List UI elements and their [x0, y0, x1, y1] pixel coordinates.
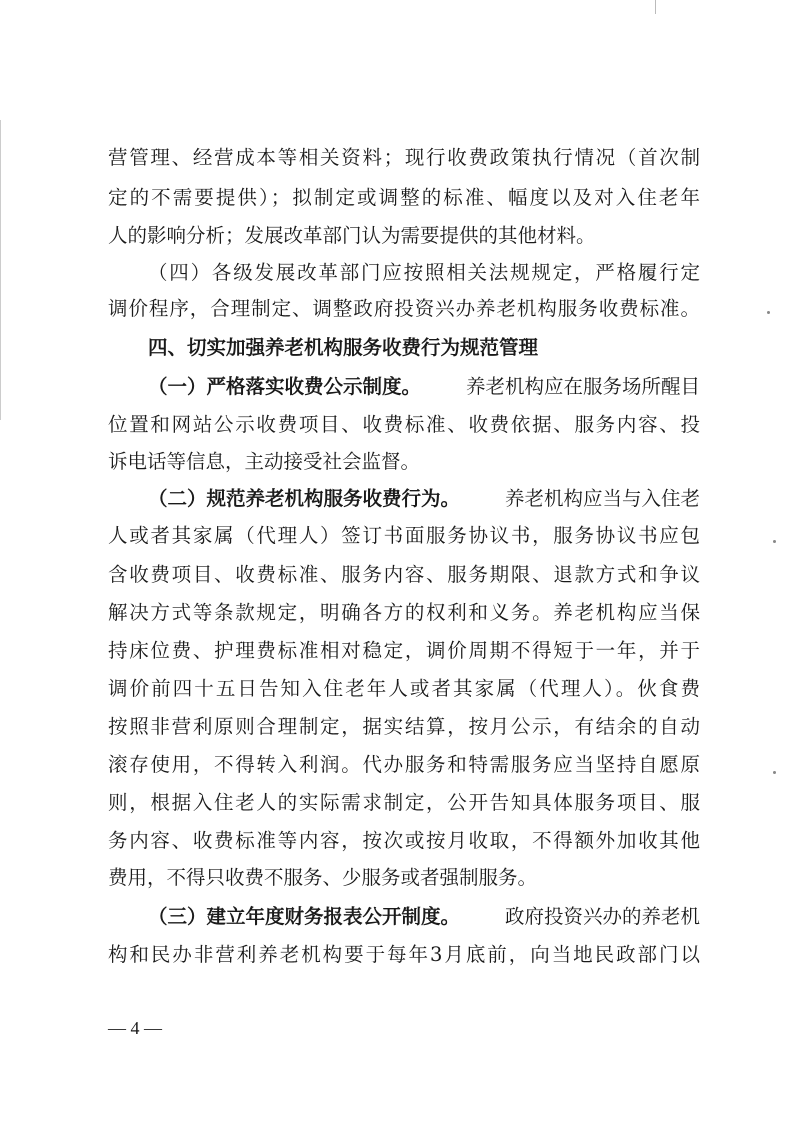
scan-dot: [767, 311, 770, 314]
body-line-3: 人的影响分析；发展改革部门认为需要提供的其他材料。: [108, 224, 596, 247]
body-line-19: 务内容、收费标准等内容，按次或按月收取，不得额外加收其他: [108, 829, 700, 852]
page-number: — 4 —: [108, 1018, 162, 1038]
body-line-16: 按照非营利原则合理制定，据实结算，按月公示，有结余的自动: [108, 715, 700, 738]
body-line-7: [148, 375, 700, 399]
body-line-11: 人或者其家属（代理人）签订书面服务协议书，服务协议书应包: [108, 524, 700, 547]
body-line-15: 调价前四十五日告知入住老年人或者其家属（代理人）。伙食费: [108, 677, 700, 700]
body-line-21-rest: 政府投资兴办的养老机: [504, 905, 700, 928]
body-line-17: 滚存使用，不得转入利润。代办服务和特需服务应当坚持自愿原: [108, 753, 700, 776]
scan-edge: [0, 120, 1, 420]
body-line-12: 含收费项目、收费标准、服务内容、服务期限、退款方式和争议: [108, 563, 700, 586]
subheading-1: （一）严格落实收费公示制度。: [148, 375, 422, 398]
scan-mark: [655, 0, 656, 14]
body-line-9: 诉电话等信息，主动接受社会监督。: [108, 450, 421, 473]
body-line-8: 位置和网站公示收费项目、收费标准、收费依据、服务内容、投: [108, 413, 700, 436]
subheading-3: （三）建立年度财务报表公开制度。: [148, 905, 461, 928]
body-line-22: 构和民办非营利养老机构要于每年3月底前，向当地民政部门以: [108, 943, 700, 966]
scan-dot: [773, 771, 776, 774]
section-heading: 四、切实加强养老机构服务收费行为规范管理: [148, 336, 539, 359]
body-line-18: 则，根据入住老人的实际需求制定，公开告知具体服务项目、服: [108, 791, 700, 814]
body-line-20: 费用，不得只收费不服务、少服务或者强制服务。: [108, 866, 538, 889]
body-line-7-rest: 养老机构应在服务场所醒目: [465, 375, 700, 398]
body-line-2: 定的不需要提供）；拟制定或调整的标准、幅度以及对入住老年: [108, 186, 700, 209]
body-line-10-rest: 养老机构应当与入住老: [504, 487, 700, 510]
body-line-4: （四）各级发展改革部门应按照相关法规规定，严格履行定: [148, 261, 700, 284]
body-line-14: 持床位费、护理费标准相对稳定，调价周期不得短于一年，并于: [108, 639, 700, 662]
body-line-13: 解决方式等条款规定，明确各方的权利和义务。养老机构应当保: [108, 601, 700, 624]
subheading-2: （二）规范养老机构服务收费行为。: [148, 487, 461, 510]
body-line-21: [148, 905, 700, 929]
body-line-1: 营管理、经营成本等相关资料；现行收费政策执行情况（首次制: [108, 146, 700, 169]
body-line-10: [148, 487, 700, 511]
scan-dot: [773, 540, 776, 543]
body-line-5: 调价程序，合理制定、调整政府投资兴办养老机构服务收费标准。: [108, 297, 700, 320]
